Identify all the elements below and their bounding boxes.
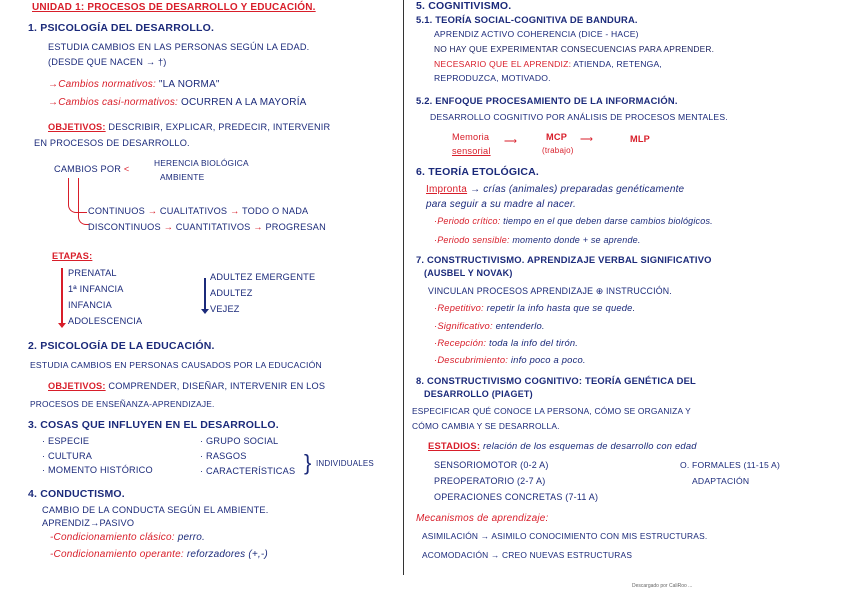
s4-operante	[50, 549, 268, 560]
section-1-title: 1. PSICOLOGÍA DEL DESARROLLO.	[28, 22, 215, 34]
footer-credit: Descargado por CaliRoo ...	[632, 583, 693, 589]
s3-right-0: · GRUPO SOCIAL	[200, 436, 279, 446]
brace-icon: }	[304, 450, 312, 475]
s2-objetivos	[48, 381, 325, 391]
section-2-title: 2. PSICOLOGÍA DE LA EDUCACIÓN.	[28, 340, 215, 352]
s1-line-1: ESTUDIA CAMBIOS EN LAS PERSONAS SEGÚN LA EDAD.	[48, 42, 310, 52]
s4-clasico	[50, 532, 205, 543]
s1-line-2: (DESDE QUE NACEN → †)	[48, 57, 167, 67]
s8-line-2: CÓMO CAMBIA Y SE DESARROLLA.	[412, 421, 560, 431]
curve-arrow-discontinuos-icon	[78, 178, 89, 225]
discontinuos-row: DISCONTINUOS → CUANTITATIVOS → PROGRESAN	[88, 222, 326, 232]
section-5-2-title: 5.2. ENFOQUE PROCESAMIENTO DE LA INFORMACIÓN.	[416, 95, 678, 106]
s1-normativos-text: "LA NORMA"	[158, 79, 220, 90]
arrow-2-icon: ⟶	[580, 134, 594, 144]
section-6-title: 6. TEORÍA ETOLÓGICA.	[416, 166, 540, 178]
section-7-title-2: (AUSBEL Y NOVAK)	[424, 268, 513, 278]
etapas-label: ETAPAS:	[52, 251, 93, 261]
s2-line-1: ESTUDIA CAMBIOS EN PERSONAS CAUSADOS POR LA EDUCACIÓN	[30, 360, 322, 370]
etapa-left-3: ADOLESCENCIA	[68, 316, 143, 326]
s2-objetivos-label: OBJETIVOS:	[48, 381, 106, 391]
s1-normativos	[48, 79, 220, 90]
s6-critico	[434, 216, 713, 226]
s8-e5: ADAPTACIÓN	[692, 476, 750, 486]
s1-casi	[48, 97, 307, 108]
s51-line-3-red: NECESARIO QUE EL APRENDIZ:	[434, 59, 572, 69]
s3-right-1: · RASGOS	[200, 451, 247, 461]
etapa-right-2: VEJEZ	[210, 304, 240, 314]
cambios-por-label: CAMBIOS POR	[54, 164, 122, 174]
s7-sig	[434, 320, 545, 331]
s6-line-2: para seguir a su madre al nacer.	[426, 199, 576, 210]
section-8-title-2: DESARROLLO (PIAGET)	[424, 389, 533, 399]
s3-individuales: INDIVIDUALES	[316, 459, 374, 468]
section-4-title: 4. CONDUCTISMO.	[28, 488, 125, 500]
s52-line-1: DESARROLLO COGNITIVO POR ANÁLISIS DE PROCESOS MENTALES.	[430, 112, 728, 122]
s6-sensible-text: momento donde + se aprende.	[512, 235, 641, 245]
unit-title: UNIDAD 1: PROCESOS DE DESARROLLO Y EDUCACIÓN.	[32, 2, 316, 13]
s4-line-2: APRENDIZ→PASIVO	[42, 518, 135, 528]
s8-estadios	[428, 440, 697, 451]
s4-clasico-text: perro.	[177, 532, 206, 543]
s1-normativos-label: →Cambios normativos:	[48, 79, 156, 90]
s8-e4: O. FORMALES (11-15 A)	[680, 460, 781, 470]
s4-line-1: CAMBIO DE LA CONDUCTA SEGÚN EL AMBIENTE.	[42, 505, 269, 515]
s7-sig-text: entenderlo.	[495, 320, 545, 331]
s4-clasico-label: -Condicionamiento clásico:	[50, 532, 175, 543]
etapa-left-1: 1ª INFANCIA	[68, 284, 124, 294]
etapas-arrow-left-icon	[61, 268, 63, 324]
s51-line-3	[434, 59, 662, 69]
s7-desc-text: info poco a poco.	[510, 354, 586, 365]
s51-line-2: NO HAY QUE EXPERIMENTAR CONSECUENCIAS PARA APRENDER.	[434, 44, 715, 54]
s3-right-2: · CARACTERÍSTICAS	[200, 466, 296, 476]
mlp-label: MLP	[630, 134, 650, 144]
s3-left-2: · MOMENTO HISTÓRICO	[42, 465, 153, 475]
s1-objetivos-2: EN PROCESOS DE DESARROLLO.	[34, 138, 190, 148]
ambiente: AMBIENTE	[160, 172, 205, 182]
section-7-title: 7. CONSTRUCTIVISMO. APRENDIZAJE VERBAL SIGNIFICATIVO	[416, 254, 712, 265]
s7-desc	[434, 354, 586, 365]
s51-line-4: REPRODUZCA, MOTIVADO.	[434, 73, 551, 83]
discontinuos-c: PROGRESAN	[265, 222, 326, 232]
s1-objetivos	[48, 122, 330, 132]
s7-recep-label: ·Recepción:	[434, 337, 487, 348]
discontinuos-b: CUANTITATIVOS	[175, 222, 251, 232]
s6-sensible	[434, 235, 641, 245]
s8-mecanismos: Mecanismos de aprendizaje:	[416, 513, 549, 524]
s4-operante-label: -Condicionamiento operante:	[50, 549, 184, 560]
s8-acomodacion: ACOMODACIÓN → CREO NUEVAS ESTRUCTURAS	[422, 550, 633, 560]
section-5-1-title: 5.1. TEORÍA SOCIAL-COGNITIVA DE BANDURA.	[416, 14, 638, 25]
herencia: HERENCIA BIOLÓGICA	[154, 158, 249, 168]
continuos-c: TODO O NADA	[242, 206, 309, 216]
discontinuos-a: DISCONTINUOS	[88, 222, 161, 232]
s7-rep-text: repetir la info hasta que se quede.	[486, 302, 636, 313]
section-8-title: 8. CONSTRUCTIVISMO COGNITIVO: TEORÍA GENÉTICA DEL	[416, 375, 696, 386]
s8-e1: SENSORIOMOTOR (0-2 A)	[434, 460, 549, 470]
arrow-1-icon: ⟶	[504, 136, 518, 146]
etapa-left-0: PRENATAL	[68, 268, 117, 278]
s1-objetivos-label: OBJETIVOS:	[48, 122, 106, 132]
s7-rep-label: ·Repetitivo:	[434, 302, 484, 313]
mcp-label: MCP	[546, 132, 568, 142]
section-3-title: 3. COSAS QUE INFLUYEN EN EL DESARROLLO.	[28, 419, 279, 431]
memoria-label: Memoria	[452, 132, 490, 142]
etapa-left-2: INFANCIA	[68, 300, 112, 310]
s7-recep-text: toda la info del tirón.	[489, 337, 579, 348]
s6-critico-text: tiempo en el que deben darse cambios biológicos.	[503, 216, 713, 226]
s8-estadios-label: ESTADIOS:	[428, 440, 481, 451]
continuos-a: CONTINUOS	[88, 206, 145, 216]
s1-objetivos-text: DESCRIBIR, EXPLICAR, PREDECIR, INTERVENIR	[108, 122, 331, 132]
s7-line-1: VINCULAN PROCESOS APRENDIZAJE ⊕ INSTRUCCIÓN.	[428, 286, 672, 296]
continuos-b: CUALITATIVOS	[159, 206, 228, 216]
s8-e3: OPERACIONES CONCRETAS (7-11 A)	[434, 492, 599, 502]
s8-e2: PREOPERATORIO (2-7 A)	[434, 476, 546, 486]
sensorial-label: sensorial	[452, 146, 491, 156]
s51-line-1: APRENDIZ ACTIVO COHERENCIA (DICE - HACE)	[434, 29, 639, 39]
s7-rep	[434, 302, 635, 313]
s2-objetivos-text: COMPRENDER, DISEÑAR, INTERVENIR EN LOS	[108, 381, 326, 391]
s8-asimilacion: ASIMILACIÓN → ASIMILO CONOCIMIENTO CON MIS ESTRUCTURAS.	[422, 531, 708, 541]
s51-line-3-text: ATIENDA, RETENGA,	[573, 59, 663, 69]
s4-operante-text: reforzadores (+,-)	[186, 549, 268, 560]
s6-line-1	[426, 184, 684, 195]
trabajo-label: (trabajo)	[542, 146, 574, 155]
etapa-right-0: ADULTEZ EMERGENTE	[210, 272, 316, 282]
cambios-por	[54, 164, 129, 174]
s1-casi-text: OCURREN A LA MAYORÍA	[181, 97, 307, 108]
etapa-right-1: ADULTEZ	[210, 288, 253, 298]
s3-left-1: · CULTURA	[42, 451, 93, 461]
s8-line-1: ESPECIFICAR QUÉ CONOCE LA PERSONA, CÓMO SE ORGANIZA Y	[412, 406, 691, 416]
s3-left-0: · ESPECIE	[42, 436, 90, 446]
s6-line-1-text: → crías (animales) preparadas genéticamente	[470, 184, 685, 195]
column-divider	[403, 0, 404, 575]
s2-objetivos-2: PROCESOS DE ENSEÑANZA-APRENDIZAJE.	[30, 399, 215, 409]
s6-sensible-label: ·Periodo sensible:	[434, 235, 510, 245]
s7-recep	[434, 337, 578, 348]
s7-desc-label: ·Descubrimiento:	[434, 354, 509, 365]
s8-estadios-text: relación de los esquemas de desarrollo con edad	[482, 440, 697, 451]
s6-critico-label: ·Periodo crítico:	[434, 216, 501, 226]
etapas-arrow-right-icon	[204, 278, 206, 310]
s6-impronta: Impronta	[426, 184, 468, 195]
s7-sig-label: ·Significativo:	[434, 320, 493, 331]
s1-casi-label: →Cambios casi-normativos:	[48, 97, 179, 108]
branch-icon: <	[123, 164, 130, 174]
section-5-title: 5. COGNITIVISMO.	[416, 0, 512, 12]
continuos-row: CONTINUOS → CUALITATIVOS → TODO O NADA	[88, 206, 309, 216]
